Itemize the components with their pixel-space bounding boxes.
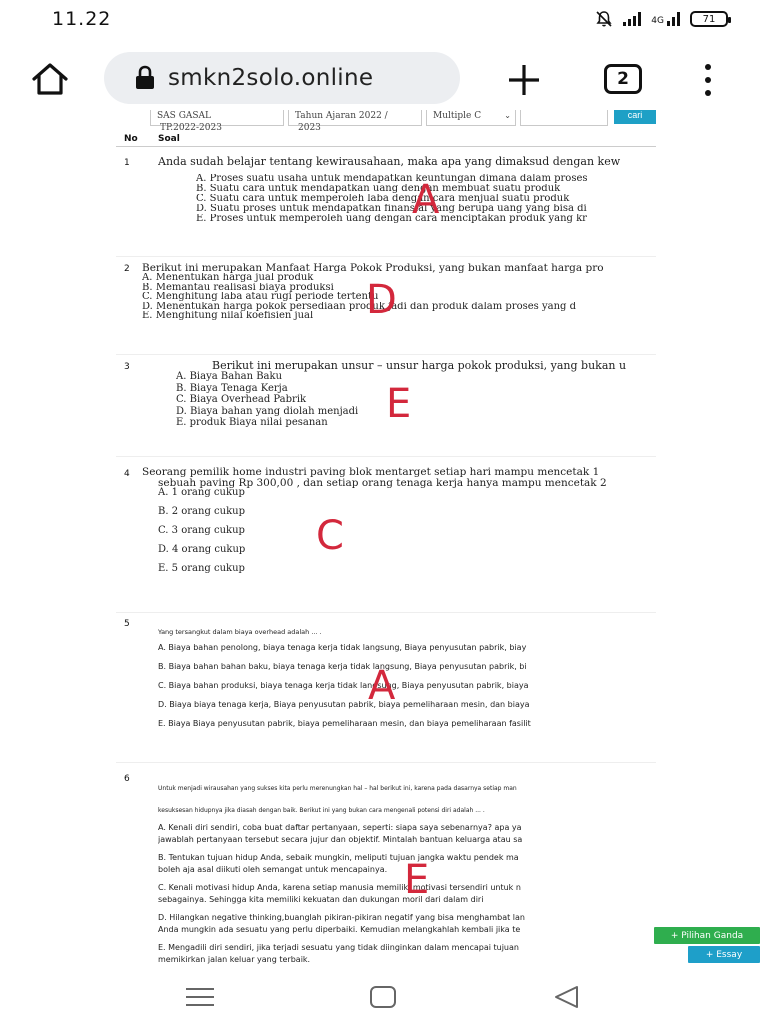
- option: A. Kenali diri sendiri, coba buat daftar pertanyaan, seperti: siapa saya sebenarnya? apa ya: [158, 823, 522, 832]
- option: A. Menentukan harga jual produk: [142, 273, 314, 283]
- home-nav-icon[interactable]: [370, 986, 396, 1008]
- answer-mark: A: [368, 663, 396, 709]
- question-text: Berikut ini merupakan Manfaat Harga Pokok Produksi, yang bukan manfaat harga pro: [142, 262, 604, 274]
- option: B. Memantau realisasi biaya produksi: [142, 282, 334, 292]
- question-number: 3: [124, 362, 130, 372]
- battery-level: 71: [702, 13, 716, 25]
- answer-mark: E: [386, 381, 412, 427]
- type-select-value: Multiple C: [433, 111, 482, 121]
- question-divider: [116, 612, 656, 613]
- url-text: smkn2solo.online: [168, 65, 374, 91]
- address-bar[interactable]: [104, 52, 460, 104]
- back-icon[interactable]: [552, 984, 580, 1010]
- more-vert-icon[interactable]: [700, 64, 716, 96]
- mobile-data-icon: [651, 12, 680, 26]
- option: B. Biaya bahan bahan baku, biaya tenaga kerja tidak langsung, Biaya penyusutan pabrik, bi: [158, 662, 527, 671]
- question-text: Berikut ini merupakan unsur – unsur harga pokok produksi, yang bukan u: [212, 359, 627, 372]
- option: E. Menghitung nilai koefisien jual: [142, 311, 314, 321]
- status-bar: [0, 0, 768, 40]
- option: B. Biaya Tenaga Kerja: [176, 382, 288, 394]
- option: E. Proses untuk memperoleh uang dengan cara menciptakan produk yang kr: [196, 214, 587, 224]
- type-select[interactable]: [426, 110, 516, 126]
- option: E. Biaya Biaya penyusutan pabrik, biaya pemeliharaan mesin, dan biaya pemeliharaan fasilit: [158, 719, 531, 728]
- search-button[interactable]: cari: [614, 110, 656, 124]
- add-multiple-choice-button[interactable]: + Pilihan Ganda: [654, 927, 760, 944]
- mute-icon: [595, 10, 613, 28]
- option: A. 1 orang cukup: [158, 487, 245, 498]
- add-essay-button[interactable]: + Essay: [688, 946, 760, 963]
- question-divider: [116, 762, 656, 763]
- option: A. Biaya Bahan Baku: [176, 371, 283, 382]
- question-number: 5: [124, 619, 130, 629]
- tab-count: 2: [617, 69, 629, 89]
- option: C. Biaya bahan produksi, biaya tenaga kerja tidak langsung, Biaya penyusutan pabrik, biaya: [158, 681, 529, 690]
- search-input[interactable]: [520, 110, 608, 126]
- option: C. Menghitung laba atau rugi periode tertentu: [142, 292, 379, 302]
- home-icon[interactable]: [30, 62, 70, 96]
- question-text: Yang tersangkut dalam biaya overhead adalah ... .: [158, 628, 322, 636]
- option: B. 2 orang cukup: [158, 506, 245, 517]
- option: B. Tentukan tujuan hidup Anda, sebaik mungkin, meliputi tujuan jangka waktu pendek ma: [158, 853, 519, 862]
- question-number: 4: [124, 469, 130, 479]
- question-text-continued: sebuah paving Rp 300,00 , dan setiap orang tenaga kerja hanya mampu mencetak 2: [158, 477, 607, 489]
- answer-mark: A: [412, 177, 440, 223]
- question-text-continued: kesuksesan hidupnya jika diasah dengan baik. Berikut ini yang bukan cara mengenali potensi diri adalah ... .: [158, 807, 485, 814]
- plus-icon[interactable]: [506, 62, 542, 98]
- option: D. Biaya bahan yang diolah menjadi: [176, 405, 359, 417]
- browser-toolbar: [0, 40, 768, 114]
- option: sebagainya. Sehingga kita memiliki kekuatan dan dukungan moril dari dalam diri: [158, 895, 484, 904]
- question-divider: [116, 256, 656, 257]
- option: C. 3 orang cukup: [158, 525, 245, 536]
- status-icons: [595, 10, 728, 28]
- option: boleh aja asal diikuti oleh semangat untuk mencapainya.: [158, 865, 388, 874]
- col-head-no: No: [124, 134, 138, 144]
- header-divider: [116, 146, 656, 147]
- lock-icon: [134, 65, 156, 91]
- option: A. Biaya bahan penolong, biaya tenaga kerja tidak langsung, Biaya penyusutan pabrik, biay: [158, 643, 527, 652]
- option: C. Kenali motivasi hidup Anda, karena setiap manusia memiliki motivasi tersendiri untuk n: [158, 883, 521, 892]
- exam-select-value: SAS GASAL: [157, 111, 212, 121]
- option: E. 5 orang cukup: [158, 563, 245, 574]
- answer-mark: E: [404, 857, 430, 903]
- option: D. Biaya biaya tenaga kerja, Biaya penyusutan pabrik, biaya pemeliharaan mesin, dan biaya: [158, 700, 530, 709]
- system-nav-bar: [0, 970, 768, 1024]
- question-number: 2: [124, 264, 130, 274]
- option: memikirkan jalan keluar yang terbaik.: [158, 955, 311, 964]
- option: E. Mengadili diri sendiri, jika terjadi sesuatu yang tidak diinginkan dalam mencapai tujuan: [158, 943, 519, 952]
- question-divider: [116, 354, 656, 355]
- question-number: 6: [124, 774, 130, 784]
- question-divider: [116, 456, 656, 457]
- question-text: Seorang pemilik home industri paving blok mentarget setiap hari mampu mencetak 1: [142, 466, 600, 478]
- tabs-icon[interactable]: [604, 64, 642, 94]
- exam-year: TP.2022-2023: [160, 123, 222, 133]
- option: Anda mungkin ada sesuatu yang perlu diperbaiki. Kemudian melangkahlah kembali jika te: [158, 925, 521, 934]
- school-year-value: Tahun Ajaran 2022 /: [295, 111, 388, 121]
- question-number: 1: [124, 158, 130, 168]
- option: jawablah pertanyaan tersebut secara jujur dan objektif. Mintalah bantuan keluarga atau sa: [158, 835, 523, 844]
- option: D. Hilangkan negative thinking,buanglah pikiran-pikiran negatif yang bisa menghambat lan: [158, 913, 525, 922]
- option: B. Suatu cara untuk mendapatkan uang dengan membuat suatu produk: [196, 184, 561, 194]
- question-text: Anda sudah belajar tentang kewirausahaan, maka apa yang dimaksud dengan kew: [158, 155, 621, 168]
- option: E. produk Biaya nilai pesanan: [176, 417, 328, 428]
- school-year-sub: 2023: [298, 123, 321, 133]
- option: C. Biaya Overhead Pabrik: [176, 394, 307, 405]
- page-content: [0, 110, 768, 970]
- col-head-question: Soal: [158, 134, 180, 144]
- network-label: 4G: [651, 16, 664, 26]
- answer-mark: D: [366, 277, 397, 323]
- battery-icon: [690, 11, 728, 27]
- option: A. Proses suatu usaha untuk mendapatkan keuntungan dimana dalam proses: [196, 174, 588, 184]
- status-time: 11.22: [52, 8, 112, 30]
- option: D. 4 orang cukup: [158, 544, 246, 555]
- option: D. Suatu proses untuk mendapatkan finansial yang berupa uang yang bisa di: [196, 204, 587, 214]
- option: C. Suatu cara untuk memperoleh laba dengan cara menjual suatu produk: [196, 194, 570, 204]
- answer-mark: C: [316, 513, 344, 559]
- signal-icon: [623, 12, 641, 26]
- question-text: Untuk menjadi wirausahan yang sukses kita perlu merenungkan hal – hal berikut ini, karena pada dasarnya setiap man: [158, 785, 517, 792]
- filter-bar: [150, 110, 670, 138]
- recents-icon[interactable]: [186, 988, 214, 1006]
- option: D. Menentukan harga pokok persediaan produk jadi dan produk dalam proses yang d: [142, 301, 576, 311]
- chevron-down-icon: ⌄: [504, 111, 511, 120]
